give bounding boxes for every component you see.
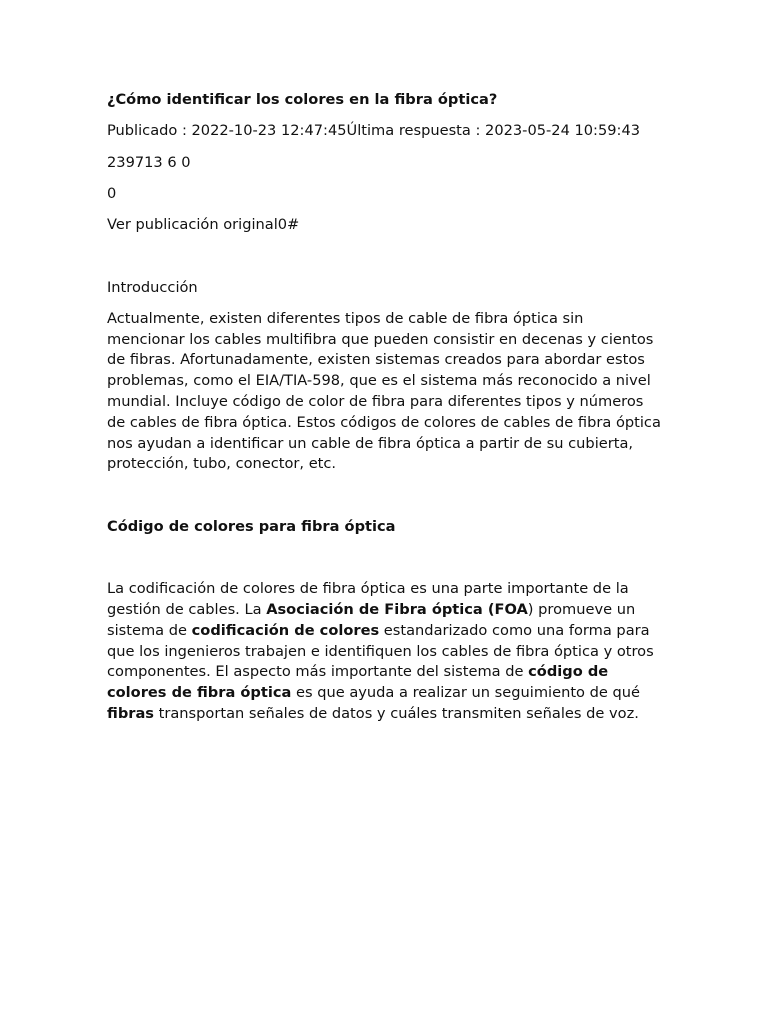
intro-heading: Introducción — [107, 278, 198, 296]
section-text-5: transportan señales de datos y cuáles transmiten señales de voz. — [154, 705, 639, 723]
section-heading: Código de colores para fibra óptica — [107, 517, 396, 535]
section-bold-coding: codificación de colores — [191, 621, 380, 639]
post-meta: Publicado : 2022-10-23 12:47:45Última respuesta : 2023-05-24 10:59:43 — [107, 122, 641, 140]
section-paragraph — [107, 579, 663, 725]
post-stats: 239713 6 0 — [107, 153, 191, 171]
original-post-link[interactable]: Ver publicación original0# — [107, 216, 300, 234]
section-text-1: La codificación de colores de fibra óptica es una parte importante de la gestión de cables. La — [107, 580, 629, 619]
section-bold-foa: Asociación de Fibra óptica (FOA — [266, 601, 528, 619]
post-likes: 0 — [107, 184, 117, 202]
section-text-3: estandarizado como una forma para que los ingenieros trabajen e identifiquen los cables de fibra óptica y otros componentes. El aspecto más importante del sistema de — [107, 621, 654, 681]
section-text-4: es que ayuda a realizar un seguimiento de qué — [291, 684, 640, 702]
intro-paragraph: Actualmente, existen diferentes tipos de cable de fibra óptica sin mencionar los cables multifibra que pueden consistir en decenas y cientos de fibras. Afortunadamente, existen sistemas creados para abordar estos problemas, como el EIA/TIA-598, que es el sistema más reconocido a nivel mundial. Incluye código de color de fibra para diferentes tipos y números de cables de fibra óptica. Estos códigos de colores de cables de fibra óptica nos ayudan a identificar un cable de fibra óptica a partir de su cubierta, protección, tubo, conector, etc. — [107, 309, 661, 473]
section-bold-fibers: fibras — [107, 705, 154, 723]
document-page — [107, 90, 663, 725]
section-text-2: ) promueve un sistema de — [107, 601, 636, 639]
section-bold-color-code: código de colores de fibra óptica — [107, 663, 609, 702]
post-title: ¿Cómo identificar los colores en la fibra óptica? — [107, 91, 498, 108]
